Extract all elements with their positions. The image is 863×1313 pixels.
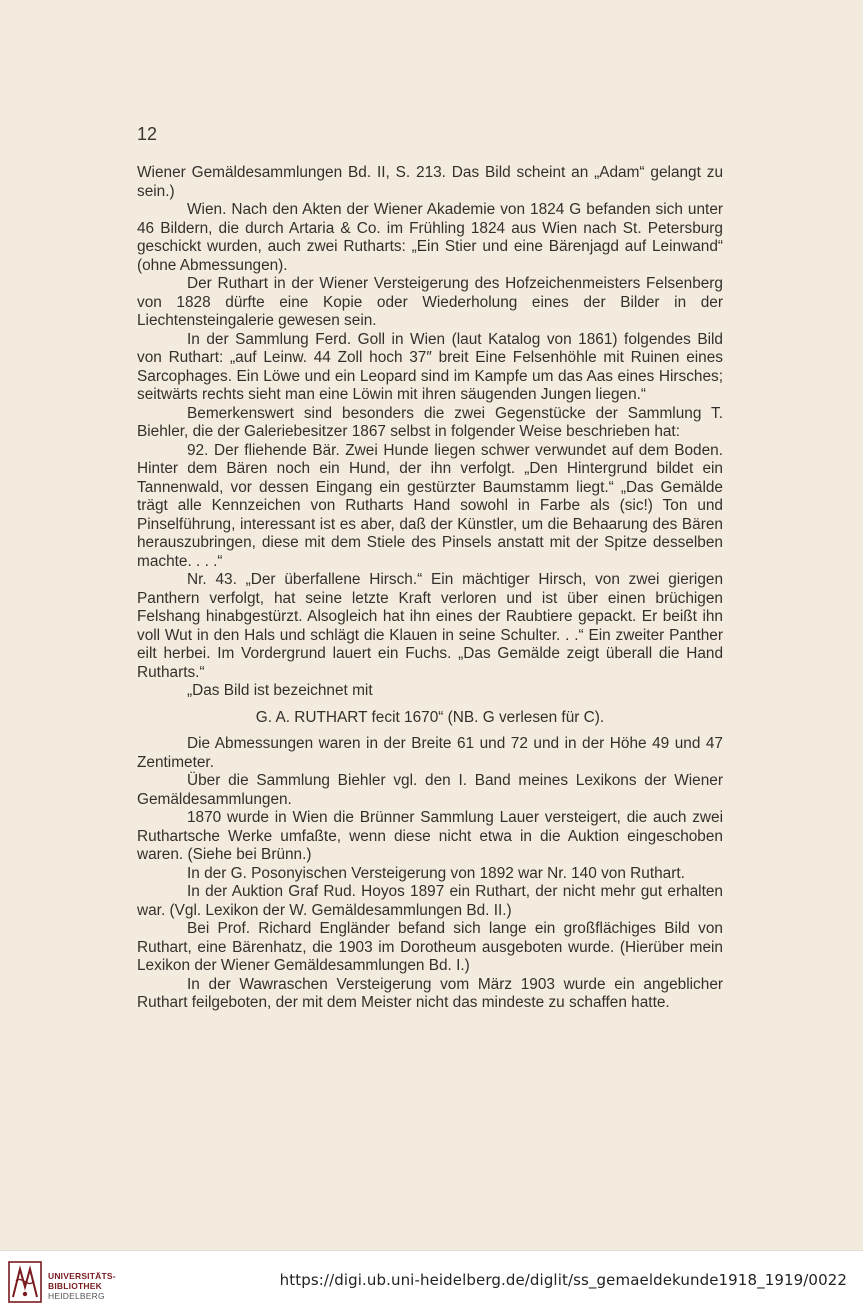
body-text: [137, 164, 723, 1013]
logo-line: BIBLIOTHEK: [48, 1281, 102, 1291]
paragraph: Bemerkenswert sind besonders die zwei Gegenstücke der Sammlung T. Biehler, die der Galeriebesitzer 1867 selbst in folgender Weise beschrieben hat:: [137, 404, 723, 440]
library-seal-icon: [8, 1261, 42, 1303]
paragraph: In der Wawraschen Versteigerung vom März 1903 wurde ein angeblicher Ruthart feilgeboten, der mit dem Meister nicht das mindeste zu schaffen hatte.: [137, 975, 723, 1011]
paragraph: 1870 wurde in Wien die Brünner Sammlung Lauer versteigert, die auch zwei Ruthartsche Werke umfaßte, wenn diese nicht etwa in die Auktion eingeschoben waren. (Siehe bei Brünn.): [137, 809, 723, 863]
page-number: 12: [137, 124, 158, 144]
library-name: [48, 1271, 116, 1301]
paragraph: In der Sammlung Ferd. Goll in Wien (laut Katalog von 1861) folgendes Bild von Ruthart: „auf Leinw. 44 Zoll hoch 37″ breit Eine Felsenhöhle mit Ruinen eines Sarcophages. Ein Löwe und ein Leopard sind im Kampfe um das Aas eines Hirsches; seitwärts rechts sieht man eine Löwin mit ihren säugenden Jungen liegen.“: [137, 330, 723, 403]
paragraph: „Das Bild ist bezeichnet mit: [187, 682, 373, 699]
signature-line: G. A. RUTHART fecit 1670“ (NB. G verlesen für C).: [255, 708, 605, 726]
library-logo[interactable]: [8, 1259, 148, 1305]
paragraph: In der Auktion Graf Rud. Hoyos 1897 ein Ruthart, der nicht mehr gut erhalten war. (Vgl. Lexikon der W. Gemäldesammlungen Bd. II.): [137, 883, 723, 919]
paragraph: Wiener Gemäldesammlungen Bd. II, S. 213. Das Bild scheint an „Adam“ gelangt zu sein.): [137, 164, 723, 200]
logo-line: UNIVERSITÄTS-: [48, 1271, 116, 1281]
logo-line: HEIDELBERG: [48, 1291, 105, 1301]
paragraph: Über die Sammlung Biehler vgl. den I. Band meines Lexikons der Wiener Gemäldesammlungen.: [137, 772, 723, 808]
paragraph: Der Ruthart in der Wiener Versteigerung des Hofzeichenmeisters Felsenberg von 1828 dürfte eine Kopie oder Wiederholung eines der Bilder in der Liechtensteingalerie gewesen sein.: [137, 275, 723, 329]
source-url-link[interactable]: https://digi.ub.uni-heidelberg.de/diglit/ss_gemaeldekunde1918_1919/0022: [279, 1271, 847, 1289]
paragraph: Wien. Nach den Akten der Wiener Akademie von 1824 G befanden sich unter 46 Bildern, die durch Artaria & Co. im Frühling 1824 aus Wien nach St. Petersburg geschickt wurden, auch zwei Rutharts: „Ein Stier und eine Bärenjagd auf Leinwand“ (ohne Abmessungen).: [137, 201, 723, 274]
paragraph: 92. Der fliehende Bär. Zwei Hunde liegen schwer verwundet auf dem Boden. Hinter dem Bären noch ein Hund, der ihn verfolgt. „Den Hintergrund bildet ein Tannenwald, vor dessen Eingang ein gestürzter Baumstamm liegt.“ „Das Gemälde trägt alle Kennzeichen von Rutharts Hand sowohl in Farbe als (sic!) Ton und Pinselführung, interessant ist es aber, daß der Künstler, um die Behaarung des Bären herauszubringen, diese mit dem Stiele des Pinsels anstatt mit der Spitze desselben machte. . . .“: [137, 441, 723, 570]
footer-bar: [0, 1250, 863, 1313]
paragraph: Nr. 43. „Der überfallene Hirsch.“ Ein mächtiger Hirsch, von zwei gierigen Panthern verfolgt, hat seine letzte Kraft verloren und ist über einen brüchigen Felshang hinabgestürzt. Alsogleich hat ihn eines der Raubtiere gepackt. Er beißt ihn voll Wut in den Hals und schlägt die Klauen in seine Schulter. . .“ Ein zweiter Panther eilt herbei. Im Vordergrund lauert ein Fuchs. „Das Gemälde zeigt überall die Hand Rutharts.“: [137, 571, 723, 681]
paragraph: In der G. Posonyischen Versteigerung von 1892 war Nr. 140 von Ruthart.: [187, 864, 685, 882]
paragraph: Die Abmessungen waren in der Breite 61 und 72 und in der Höhe 49 und 47 Zentimeter.: [137, 735, 723, 771]
paragraph: Bei Prof. Richard Engländer befand sich lange ein großflächiges Bild von Ruthart, eine Bärenhatz, die 1903 im Dorotheum ausgeboten wurde. (Hierüber mein Lexikon der Wiener Gemäldesammlungen Bd. I.): [137, 920, 723, 974]
